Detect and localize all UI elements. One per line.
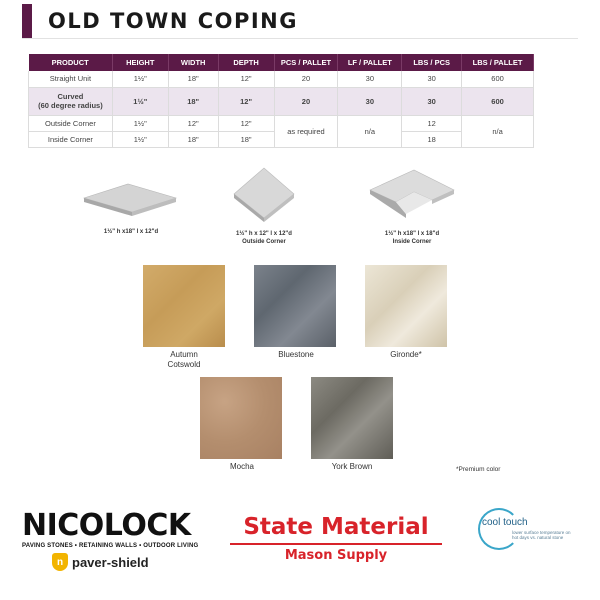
gironde-swatch [365, 265, 447, 347]
cell-width: 18" [168, 131, 218, 147]
cool-touch-ring-icon [478, 508, 520, 550]
title-divider [22, 38, 578, 39]
nicolock-wordmark: NICOLOCK [22, 508, 191, 543]
cell-lbs-pallet: n/a [462, 115, 534, 147]
col-pcs-pallet: PCS / PALLET [274, 54, 338, 71]
gironde-label: Gironde* [390, 350, 422, 359]
york-brown-swatch [311, 377, 393, 459]
cell-lf-pallet: 30 [338, 71, 402, 87]
nicolock-logo [22, 510, 198, 571]
paver-shield-text: paver-shield [72, 554, 149, 570]
york-brown-label: York Brown [331, 462, 373, 471]
title-accent-block [22, 4, 32, 38]
inside-corner-dimensions: 1½" h x18" l x 18"d [384, 231, 440, 237]
bluestone-label: Bluestone [278, 350, 314, 359]
inside-corner-name: Inside Corner [392, 239, 432, 245]
outside-corner-illustration [228, 164, 300, 226]
straight-caption: 1½" h x18" l x 12"d [103, 229, 159, 235]
cell-pcs-pallet: 20 [274, 87, 338, 115]
inside-corner-caption [352, 230, 472, 246]
mason-supply-name: Mason Supply [284, 548, 388, 563]
cell-lf-pallet: n/a [338, 115, 402, 147]
nicolock-tagline: PAVING STONES • RETAINING WALLS • OUTDOOR LIVING [22, 543, 199, 549]
straight-unit-illustration [80, 178, 180, 218]
bluestone-swatch [254, 265, 336, 347]
shield-icon: n [52, 553, 68, 571]
cell-lf-pallet: 30 [338, 87, 402, 115]
outside-corner-dimensions: 1½" h x 12" l x 12"d [236, 231, 292, 237]
cool-touch-wordmark: cool touch [482, 517, 528, 528]
paver-shield-logo [52, 553, 198, 571]
color-name-line2: Cotswold [167, 360, 201, 369]
cell-height: 1½" [112, 87, 168, 115]
outside-corner-name: Outside Corner [242, 239, 286, 245]
cell-product: Straight Unit [29, 71, 113, 87]
cool-touch-tagline: lower surface temperature on hot days vs. natural stone [512, 530, 571, 540]
cell-product [29, 87, 113, 115]
mocha-swatch [200, 377, 282, 459]
cell-lbs-pcs: 30 [402, 87, 462, 115]
cell-width: 18" [168, 71, 218, 87]
product-name: Curved [57, 92, 84, 101]
cell-height: 1½" [112, 71, 168, 87]
cell-lbs-pcs: 30 [402, 71, 462, 87]
cell-height: 1½" [112, 131, 168, 147]
cell-width: 12" [168, 115, 218, 131]
col-product: PRODUCT [29, 54, 113, 71]
cell-pcs-pallet: 20 [274, 71, 338, 87]
cell-depth: 12" [218, 71, 274, 87]
page-header [22, 4, 298, 38]
cell-depth: 12" [218, 115, 274, 131]
col-lbs-pallet: LBS / PALLET [462, 54, 534, 71]
table-row [29, 71, 534, 87]
cell-product: Outside Corner [29, 115, 113, 131]
page-title: OLD TOWN COPING [48, 9, 298, 33]
mocha-label: Mocha [229, 462, 254, 471]
inside-corner-illustration [366, 166, 458, 224]
spec-table [28, 54, 534, 148]
cell-lbs-pallet: 600 [462, 87, 534, 115]
cell-pcs-pallet: as required [274, 115, 338, 147]
cell-depth: 12" [218, 87, 274, 115]
cell-height: 1½" [112, 115, 168, 131]
outside-corner-caption [204, 230, 324, 246]
cell-lbs-pcs: 18 [402, 131, 462, 147]
autumn-cotswold-label [128, 350, 240, 370]
autumn-cotswold-swatch [143, 265, 225, 347]
cell-width: 18" [168, 87, 218, 115]
cell-product: Inside Corner [29, 131, 113, 147]
state-material-rule [230, 543, 442, 545]
table-header-row [29, 54, 534, 71]
state-material-name: State Material [243, 514, 429, 540]
col-width: WIDTH [168, 54, 218, 71]
product-note: (60 degree radius) [38, 101, 103, 110]
state-material-logo [226, 514, 446, 563]
color-name: Autumn [170, 350, 198, 359]
col-lbs-pcs: LBS / PCS [402, 54, 462, 71]
premium-note: *Premium color [456, 466, 501, 473]
cell-lbs-pallet: 600 [462, 71, 534, 87]
col-lf-pallet: LF / PALLET [338, 54, 402, 71]
cell-depth: 18" [218, 131, 274, 147]
col-height: HEIGHT [112, 54, 168, 71]
table-row [29, 115, 534, 131]
table-row [29, 87, 534, 115]
cell-lbs-pcs: 12 [402, 115, 462, 131]
col-depth: DEPTH [218, 54, 274, 71]
